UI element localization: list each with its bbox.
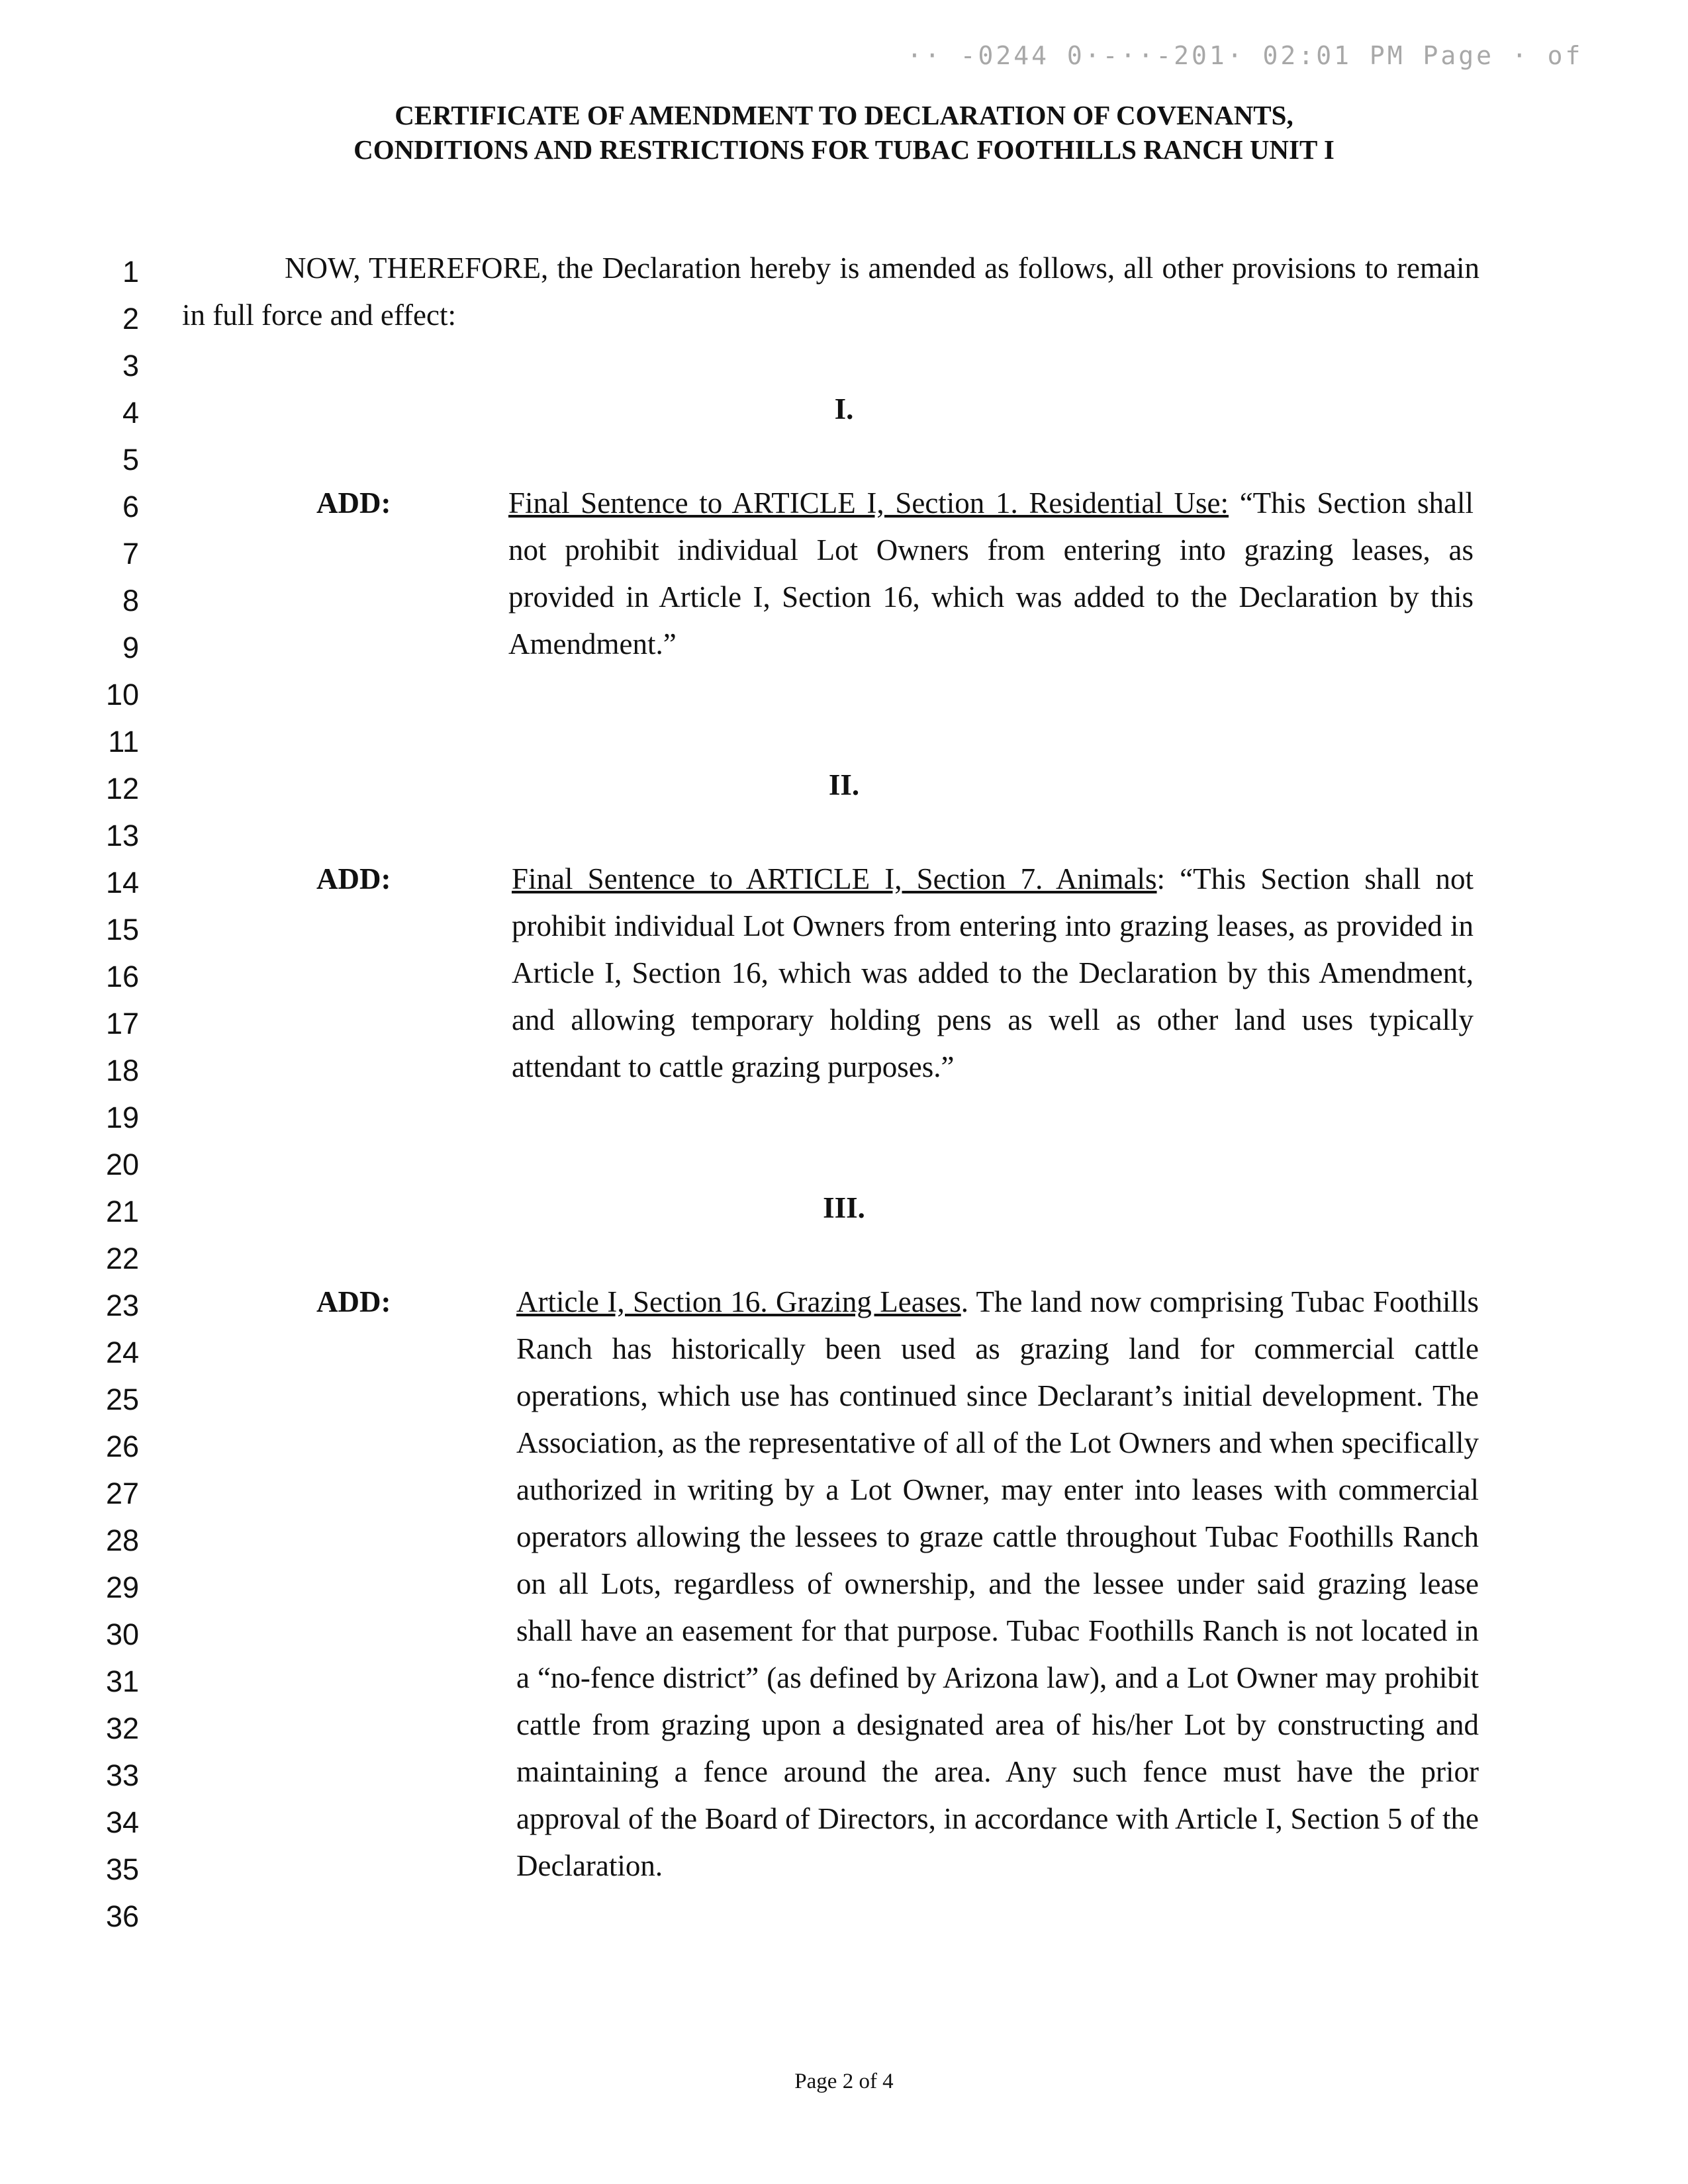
line-number: 25 bbox=[105, 1383, 139, 1416]
line-number: 30 bbox=[105, 1617, 139, 1651]
section-2-body: : “This Section shall not prohibit individual Lot Owners from entering into grazing leases, as provided in Article I, Section 16, which was added to the Declaration by this Amendment, and allowing temporary holding pens as well as other land uses typically attendant to cattle grazing purposes.” bbox=[512, 862, 1474, 1083]
intro-paragraph: NOW, THEREFORE, the Declaration hereby is amended as follows, all other provisions to remain in full force and effect: bbox=[182, 251, 1479, 332]
line-number: 12 bbox=[105, 772, 139, 805]
line-number: 22 bbox=[105, 1242, 139, 1275]
section-1-add-label: ADD: bbox=[316, 486, 391, 520]
line-number: 9 bbox=[122, 631, 139, 664]
line-number: 17 bbox=[105, 1007, 139, 1040]
line-number: 16 bbox=[105, 960, 139, 993]
line-number: 13 bbox=[105, 819, 139, 852]
line-number: 27 bbox=[105, 1477, 139, 1510]
line-number: 31 bbox=[105, 1664, 139, 1698]
line-number: 36 bbox=[105, 1899, 139, 1933]
line-number: 20 bbox=[105, 1148, 139, 1181]
line-number: 10 bbox=[105, 678, 139, 711]
line-number: 24 bbox=[105, 1336, 139, 1369]
section-3-heading: Article I, Section 16. Grazing Leases bbox=[516, 1285, 961, 1318]
document-title-line-1: CERTIFICATE OF AMENDMENT TO DECLARATION OF COVENANTS, bbox=[395, 100, 1293, 130]
line-number: 19 bbox=[105, 1101, 139, 1134]
line-number: 18 bbox=[105, 1054, 139, 1087]
section-3-amendment-text bbox=[516, 1279, 1479, 1889]
section-3-numeral: III. bbox=[823, 1191, 865, 1224]
line-number: 35 bbox=[105, 1852, 139, 1886]
section-1-body: “This Section shall not prohibit individual Lot Owners from entering into grazing leases, as provided in Article I, Section 16, which was added to the Declaration by this Amendment.” bbox=[508, 486, 1474, 660]
section-3-add-label: ADD: bbox=[316, 1285, 391, 1318]
line-number: 11 bbox=[108, 725, 139, 758]
section-1-heading: Final Sentence to ARTICLE I, Section 1. Residential Use: bbox=[508, 486, 1229, 520]
section-2-numeral: II. bbox=[828, 768, 860, 801]
line-number: 28 bbox=[105, 1524, 139, 1557]
section-2-add-label: ADD: bbox=[316, 862, 391, 895]
line-number: 1 bbox=[122, 255, 139, 289]
document-title bbox=[0, 98, 1688, 167]
section-1-amendment-text bbox=[508, 480, 1474, 668]
line-number: 14 bbox=[105, 866, 139, 899]
line-number: 6 bbox=[122, 490, 139, 523]
line-number: 34 bbox=[105, 1805, 139, 1839]
line-number: 7 bbox=[122, 537, 139, 570]
line-number: 3 bbox=[122, 349, 139, 383]
page-number: Page 2 of 4 bbox=[794, 2070, 894, 2093]
section-1-numeral: I. bbox=[834, 392, 854, 426]
line-number: 23 bbox=[105, 1289, 139, 1322]
line-number: 29 bbox=[105, 1570, 139, 1604]
line-number: 4 bbox=[122, 396, 139, 430]
line-number: 15 bbox=[105, 913, 139, 946]
line-number: 2 bbox=[122, 302, 139, 336]
line-number: 21 bbox=[105, 1195, 139, 1228]
line-number: 5 bbox=[122, 443, 139, 477]
section-3-body: . The land now comprising Tubac Foothills Ranch has historically been used as grazing land for commercial cattle operations, which use has continued since Declarant’s initial development. The Association, as the representative of all of the Lot Owners and when specifically authorized in writing by a Lot Owner, may enter into leases with commercial operators allowing the lessees to graze cattle throughout Tubac Foothills Ranch on all Lots, regardless of ownership, and the lessee under said grazing lease shall have an easement for that purpose. Tubac Foothills Ranch is not located in a “no-fence district” (as defined by Arizona law), and a Lot Owner may prohibit cattle from grazing upon a designated area of his/her Lot by constructing and maintaining a fence around the area. Any such fence must have the prior approval of the Board of Directors, in accordance with Article I, Section 5 of the Declaration. bbox=[516, 1285, 1479, 1882]
line-number: 32 bbox=[105, 1711, 139, 1745]
section-2-heading: Final Sentence to ARTICLE I, Section 7. Animals bbox=[512, 862, 1157, 895]
line-number: 33 bbox=[105, 1758, 139, 1792]
line-number: 8 bbox=[122, 584, 139, 617]
fax-transmission-header: ·· -0244 0·-··-201· 02:01 PM Page · of bbox=[907, 41, 1583, 70]
section-2-amendment-text bbox=[512, 856, 1474, 1091]
line-number: 26 bbox=[105, 1430, 139, 1463]
document-title-line-2: CONDITIONS AND RESTRICTIONS FOR TUBAC FOOTHILLS RANCH UNIT I bbox=[353, 134, 1335, 165]
